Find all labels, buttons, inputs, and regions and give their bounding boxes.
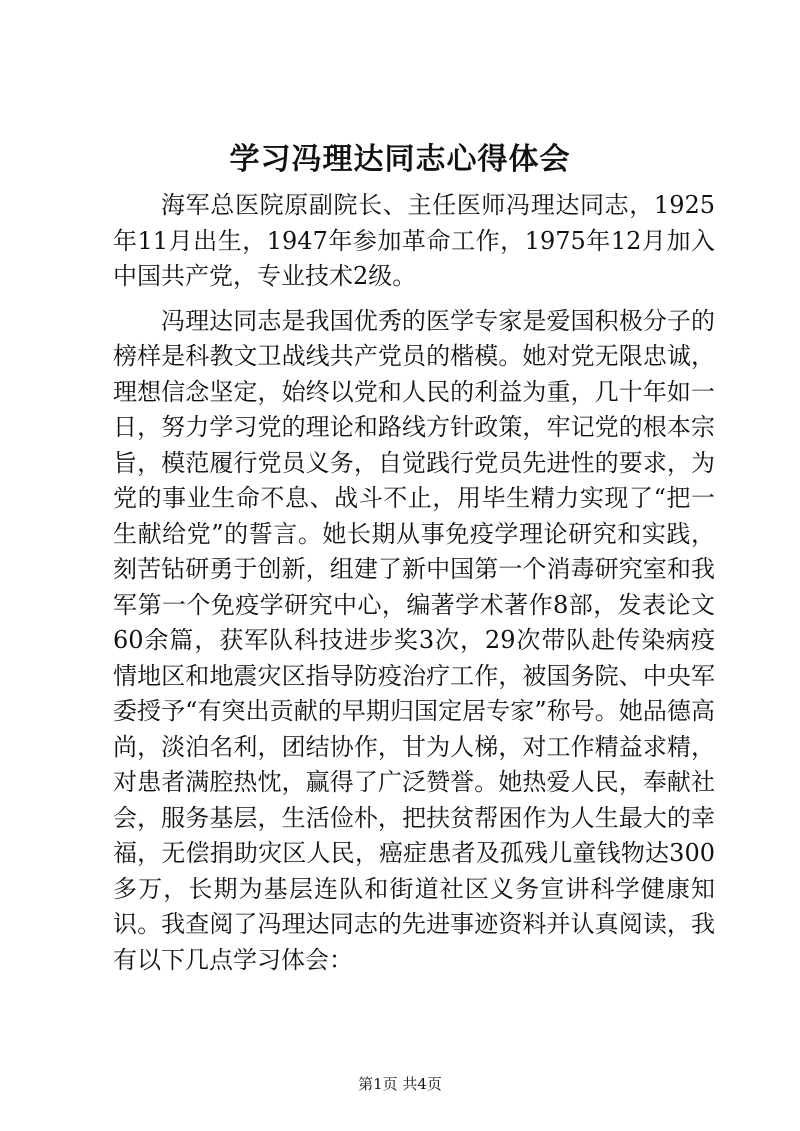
page-title: 学习冯理达同志心得体会	[229, 142, 571, 177]
paragraph-1: 海军总医院原副院长、主任医师冯理达同志，1925年11月出生，1947年参加革命工作，1975年12月加入中国共产党，专业技术2级。	[113, 191, 715, 290]
paragraph-2: 冯理达同志是我国优秀的医学专家是爱国积极分子的榜样是科教文卫战线共产党员的楷模。她对党无限忠诚，理想信念坚定，始终以党和人民的利益为重，几十年如一日，努力学习党的理论和路线方针政策，牢记党的根本宗旨，模范履行党员义务，自觉践行党员先进性的要求，为党的事业生命不息、战斗不止，用毕生精力实现了“把一生献给党”的誓言。她长期从事免疫学理论研究和实践，刻苦钻研勇于创新，组建了新中国第一个消毒研究室和我军第一个免疫学研究中心，编著学术著作8部，发表论文60余篇，获军队科技进步奖3次，29次带队赴传染病疫情地区和地震灾区指导防疫治疗工作，被国务院、中央军委授予“有突出贡献的早期归国定居专家”称号。她品德高尚，淡泊名利，团结协作，甘为人梯，对工作精益求精，对患者满腔热忱，赢得了广泛赞誉。她热爱人民，奉献社会，服务基层，生活俭朴，把扶贫帮困作为人生最大的幸福，无偿捐助灾区人民，癌症患者及孤残儿童钱物达300多万，长期为基层连队和街道社区义务宣讲科学健康知识。我查阅了冯理达同志的先进事迹资料并认真阅读，我有以下几点学习体会：	[113, 306, 715, 974]
document-body	[113, 188, 715, 978]
page-number-footer: 第1页 共4页	[358, 1075, 442, 1093]
